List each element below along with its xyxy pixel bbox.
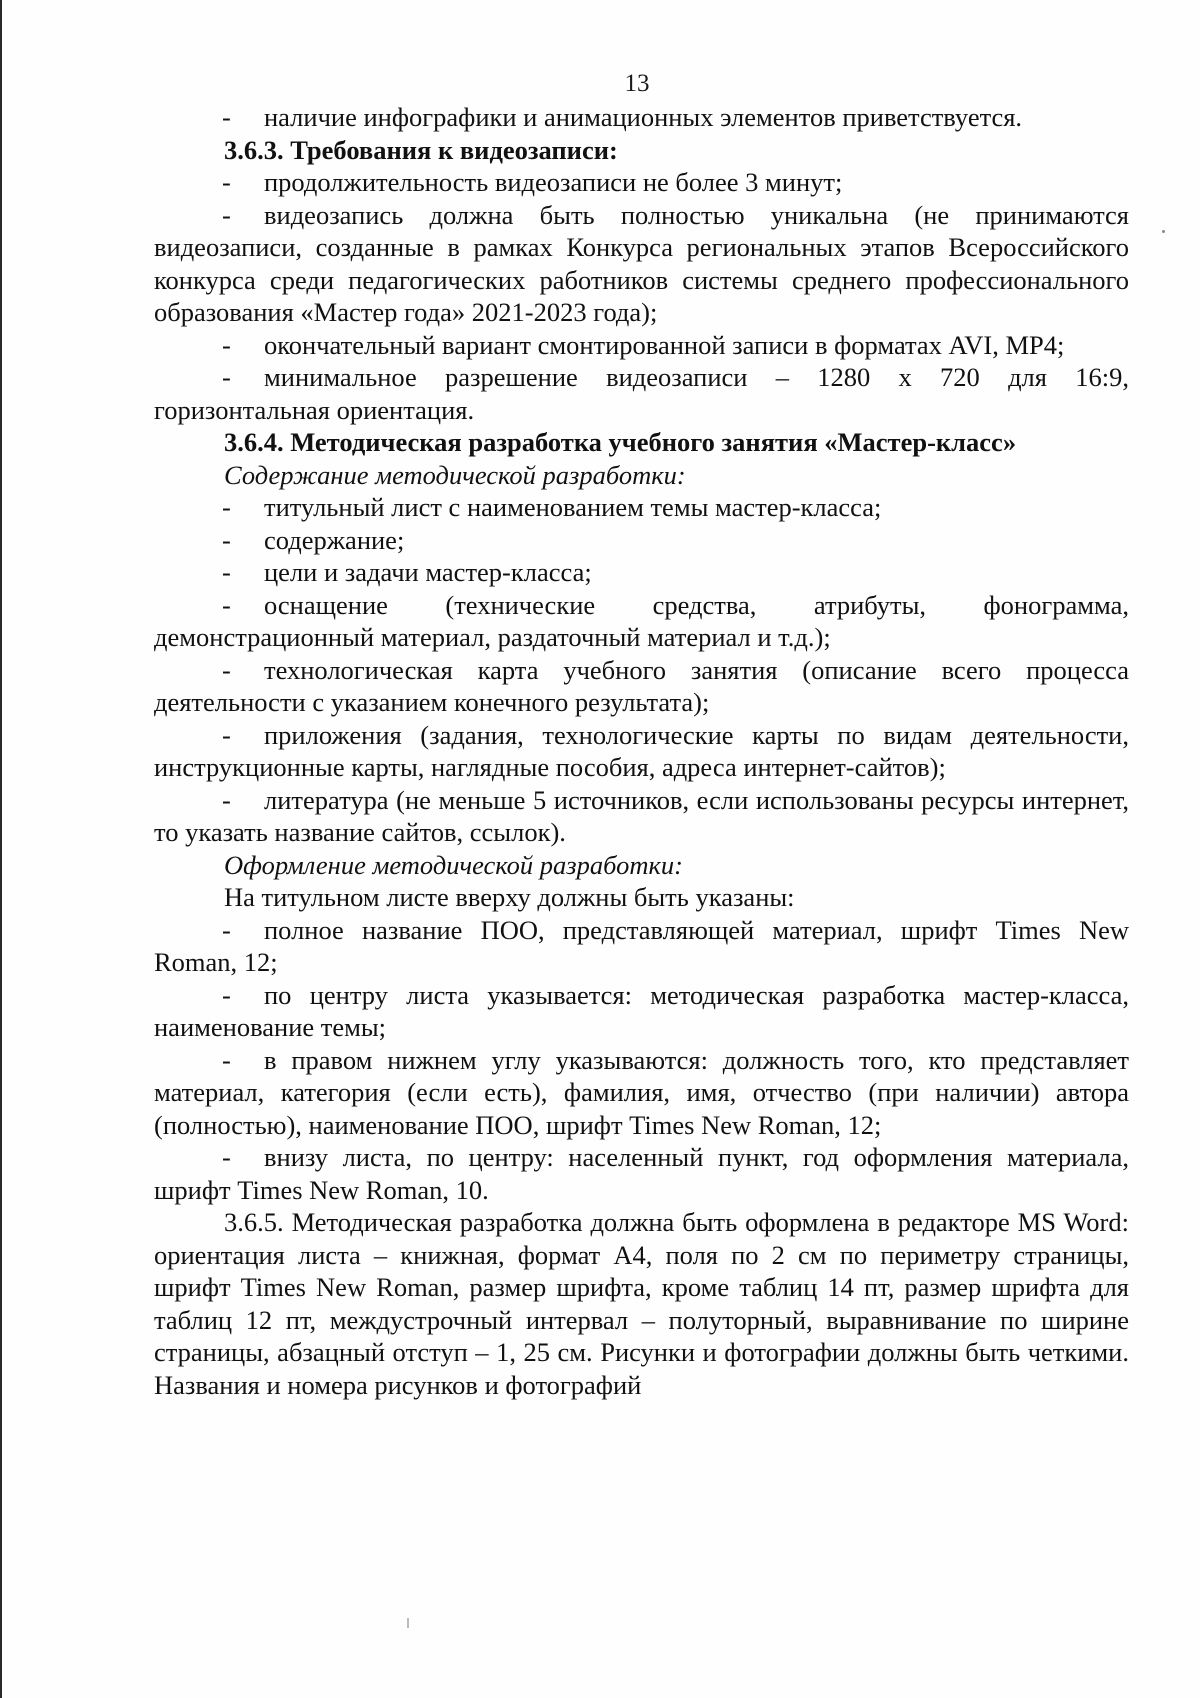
list-item: - окончательный вариант смонтированной записи в форматах AVI, MP4; xyxy=(154,329,1129,362)
list-item: - содержание; xyxy=(154,524,1129,557)
section-heading-3-6-3: 3.6.3. Требования к видеозаписи: xyxy=(224,134,618,165)
scan-speck xyxy=(407,1618,409,1628)
subheading-content: Содержание методической разработки: xyxy=(224,459,686,490)
subheading-formatting: Оформление методической разработки: xyxy=(224,849,683,880)
list-item: - видеозапись должна быть полностью уникальна (не принимаются видеозаписи, созданные в рамках Конкурса региональных этапов Всероссийского конкурса среди педагогических работников системы среднего профессионального образования «Мастер года» 2021-2023 года); xyxy=(154,199,1129,329)
list-item: - продолжительность видеозаписи не более 3 минут; xyxy=(154,166,1129,199)
paragraph-3-6-5: 3.6.5. Методическая разработка должна быть оформлена в редакторе MS Word: ориентация листа – книжная, формат А4, поля по 2 см по периметру страницы, шрифт Times New Roman, размер шрифта, кроме таблиц 14 пт, размер шрифта для таблиц 12 пт, междустрочный интервал – полуторный, выравнивание по ширине страницы, абзацный отступ – 1, 25 см. Рисунки и фотографии должны быть четкими. Названия и номера рисунков и фотографий xyxy=(154,1207,1129,1400)
scan-speck xyxy=(1162,230,1165,233)
list-item: - минимальное разрешение видеозаписи – 1280 х 720 для 16:9, горизонтальная ориентация. xyxy=(154,361,1129,426)
list-item: - внизу листа, по центру: населенный пункт, год оформления материала, шрифт Times New Roman, 10. xyxy=(154,1141,1129,1206)
paragraph: На титульном листе вверху должны быть указаны: xyxy=(224,882,795,912)
list-item: - полное название ПОО, представляющей материал, шрифт Times New Roman, 12; xyxy=(154,914,1129,979)
list-item: - по центру листа указывается: методическая разработка мастер-класса, наименование темы; xyxy=(154,979,1129,1044)
list-item: - технологическая карта учебного занятия (описание всего процесса деятельности с указанием конечного результата); xyxy=(154,654,1129,719)
document-body xyxy=(154,101,1129,1401)
list-item: - приложения (задания, технологические карты по видам деятельности, инструкционные карты, наглядные пособия, адреса интернет-сайтов); xyxy=(154,719,1129,784)
list-item: - литература (не меньше 5 источников, если использованы ресурсы интернет, то указать название сайтов, ссылок). xyxy=(154,784,1129,849)
section-heading-3-6-4: 3.6.4. Методическая разработка учебного занятия «Мастер-класс» xyxy=(224,427,1017,457)
list-item: - цели и задачи мастер-класса; xyxy=(154,556,1129,589)
list-item: - в правом нижнем углу указываются: должность того, кто представляет материал, категория (если есть), фамилия, имя, отчество (при наличии) автора (полностью), наименование ПОО, шрифт Times New Roman, 12; xyxy=(154,1044,1129,1142)
list-item: - оснащение (технические средства, атрибуты, фонограмма, демонстрационный материал, раздаточный материал и т.д.); xyxy=(154,589,1129,654)
list-item: - титульный лист с наименованием темы мастер-класса; xyxy=(154,491,1129,524)
list-item: - наличие инфографики и анимационных элементов приветствуется. xyxy=(154,101,1129,134)
page-number: 13 xyxy=(624,70,650,97)
